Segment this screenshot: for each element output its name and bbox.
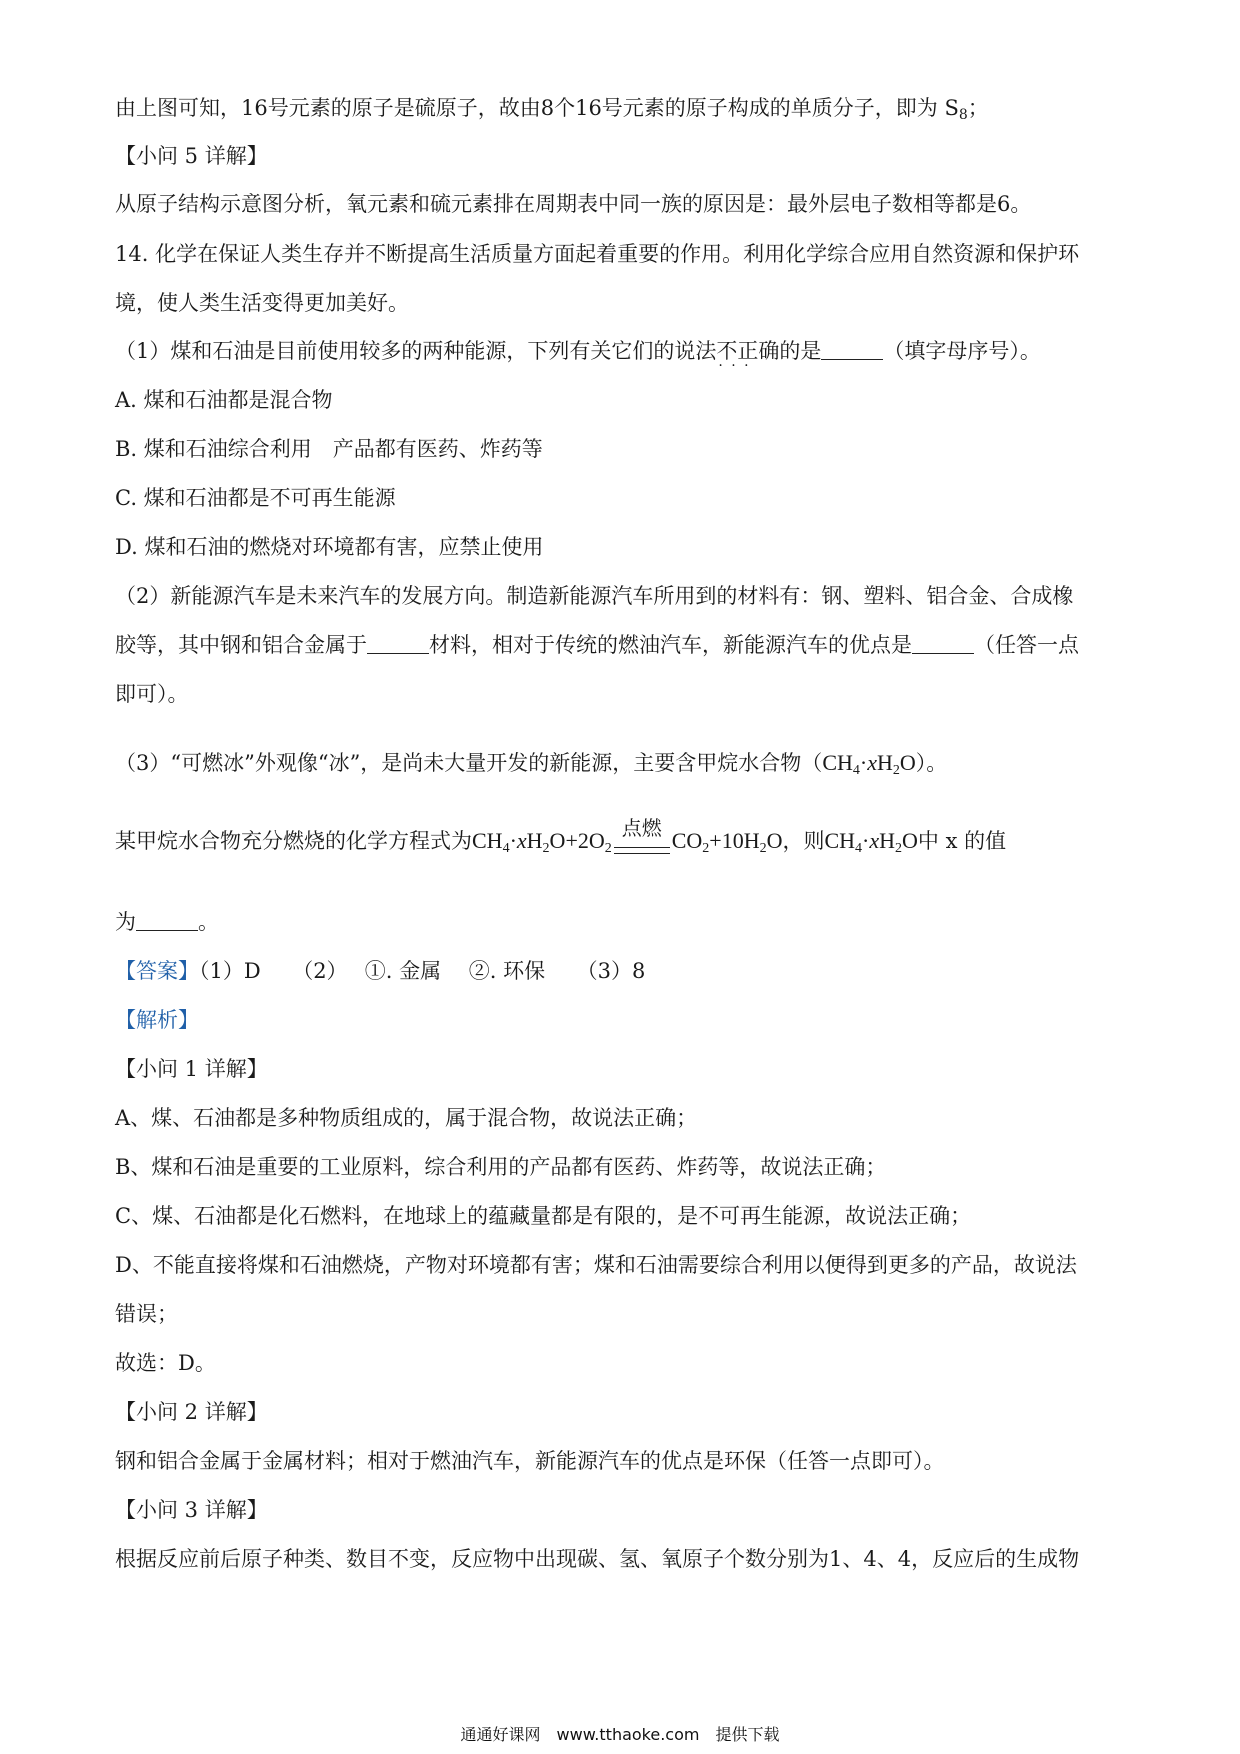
option-a: A. 煤和石油都是混合物 — [115, 388, 333, 412]
chemical-equation: $CH_4\cdot xH_2O+2O_2$ 点燃 $CO_2+10H_2O$ — [472, 817, 783, 856]
question-14-line: 14. 化学在保证人类生存并不断提高生活质量方面起着重要的作用。利用化学综合应用自然资源和保护环 — [115, 242, 1080, 266]
text-line: 钢和铝合金属于金属材料；相对于燃油汽车，新能源汽车的优点是环保（任答一点即可）。 — [115, 1449, 945, 1473]
text: ； — [967, 96, 989, 120]
option-d: D. 煤和石油的燃烧对环境都有害，应禁止使用 — [115, 535, 544, 559]
answer-text: （1）D （2） ①. 金属 ②. 环保 （3）8 — [199, 959, 646, 983]
question-2-line: （2）新能源汽车是未来汽车的发展方向。制造新能源汽车所用到的材料有：钢、塑料、铝合金、合成橡 — [115, 584, 1074, 608]
text: 的是 — [779, 339, 822, 363]
text: 。 — [198, 910, 219, 934]
text-line: 错误； — [115, 1302, 178, 1326]
section-heading: 【小问 2 详解】 — [115, 1400, 268, 1424]
text: ）。 — [915, 751, 948, 775]
text-line: C、煤、石油都是化石燃料，在地球上的蕴藏量都是有限的，是不可再生能源，故说法正确； — [115, 1204, 972, 1228]
answer-label: 【答案】 — [115, 959, 199, 983]
text: 材料，相对于传统的燃油汽车，新能源汽车的优点是 — [429, 633, 912, 657]
text-line: B、煤和石油是重要的工业原料，综合利用的产品都有医药、炸药等，故说法正确； — [115, 1155, 887, 1179]
text-line: D、不能直接将煤和石油燃烧，产物对环境都有害；煤和石油需要综合利用以便得到更多的产品，故说法 — [115, 1253, 1077, 1277]
text-line — [115, 93, 1130, 130]
section-heading: 【小问 5 详解】 — [115, 144, 268, 168]
section-heading: 【小问 3 详解】 — [115, 1498, 268, 1522]
answer-blank — [912, 635, 974, 654]
subscript: 8 — [958, 107, 968, 123]
question-2-line — [115, 630, 1130, 660]
answer-blank — [367, 635, 429, 654]
reaction-condition: 点燃 — [614, 833, 670, 853]
text: （3）“可燃冰”外观像“冰”，是尚未大量开发的新能源，主要含甲烷水合物（ — [115, 751, 823, 775]
text-line: 从原子结构示意图分析，氧元素和硫元素排在周期表中同一族的原因是：最外层电子数相等都是6。 — [115, 192, 1032, 216]
text: 中 x 的值 — [917, 829, 1007, 853]
text: 为 — [115, 910, 136, 934]
formula-ch4-xh2o: $CH_4\cdot xH_2O$ — [822, 750, 916, 778]
text-line: 故选：D。 — [115, 1351, 216, 1375]
text: 某甲烷水合物充分燃烧的化学方程式为 — [115, 829, 472, 853]
text: 由上图可知，16号元素的原子是硫原子，故由8个16号元素的原子构成的单质分子，即为 S — [115, 96, 959, 120]
question-14-line: 境，使人类生活变得更加美好。 — [115, 291, 409, 315]
text: （填字母序号）。 — [883, 339, 1041, 363]
analysis-label: 【解析】 — [115, 1008, 199, 1032]
text-line: A、煤、石油都是多种物质组成的，属于混合物，故说法正确； — [115, 1106, 698, 1130]
emphasized-text: 不正确 · · · — [716, 339, 779, 363]
option-b: B. 煤和石油综合利用 产品都有医药、炸药等 — [115, 437, 543, 461]
text: ，则 — [782, 829, 825, 853]
formula-ch4-xh2o: $CH_4\cdot xH_2O$ — [824, 828, 918, 856]
answer-blank — [821, 341, 883, 360]
answer-line — [115, 956, 1130, 986]
question-1 — [115, 336, 1130, 366]
text: （1）煤和石油是目前使用较多的两种能源，下列有关它们的说法 — [115, 339, 717, 363]
answer-blank — [136, 912, 198, 931]
page-footer: 通通好课网 www.tthaoke.com 提供下载 — [460, 1725, 780, 1744]
section-heading: 【小问 1 详解】 — [115, 1057, 268, 1081]
text: 胶等，其中钢和铝合金属于 — [115, 633, 367, 657]
text-line: 根据反应前后原子种类、数目不变，反应物中出现碳、氢、氧原子个数分别为1、4、4，反应后的生成物 — [115, 1547, 1080, 1571]
question-3-line — [115, 907, 1130, 937]
question-3-equation-line — [115, 817, 1130, 864]
text: （任答一点 — [974, 633, 1079, 657]
option-c: C. 煤和石油都是不可再生能源 — [115, 486, 396, 510]
question-2-line: 即可）。 — [115, 682, 189, 706]
question-3-line — [115, 748, 1130, 786]
